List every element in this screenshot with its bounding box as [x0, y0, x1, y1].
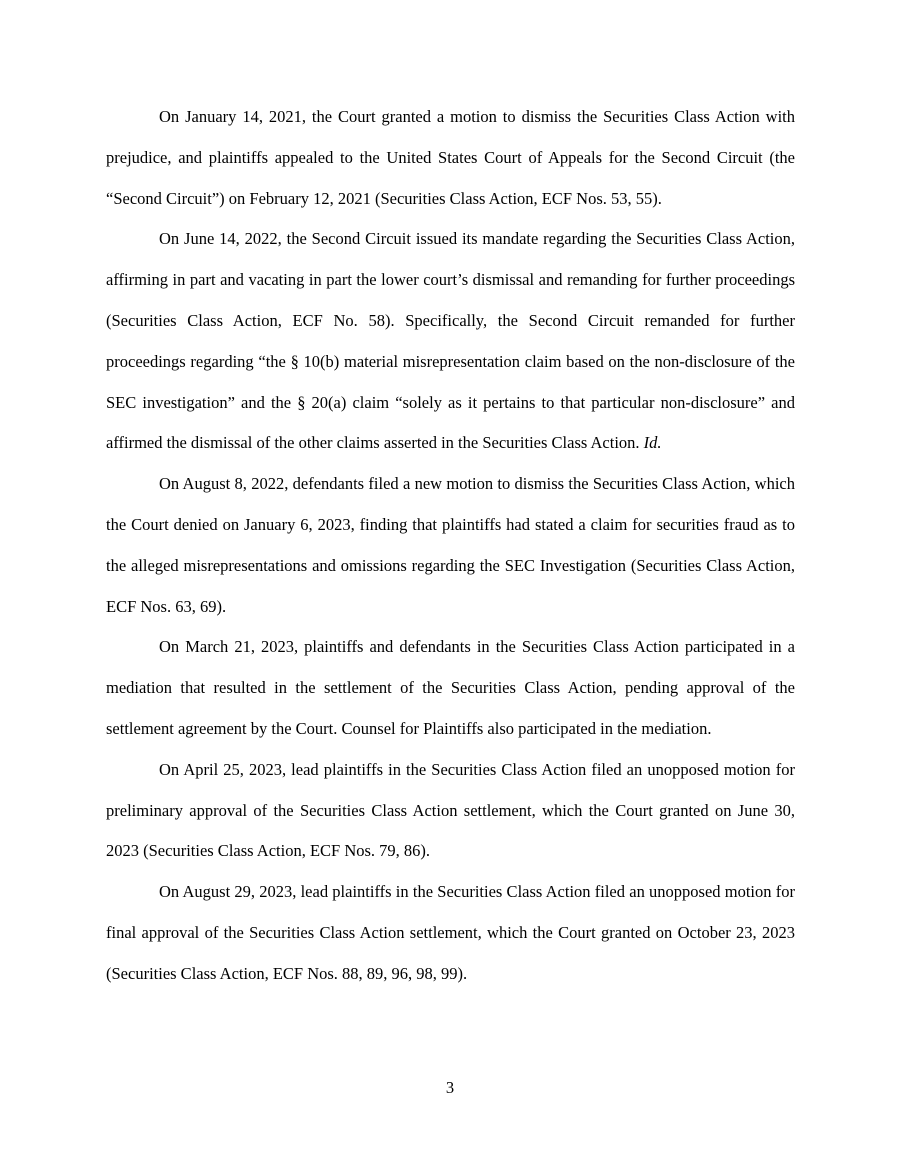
- document-body: [106, 97, 795, 995]
- paragraph-3-text: On August 8, 2022, defendants filed a new motion to dismiss the Securities Class Action, which the Court denied on January 6, 2023, finding that plaintiffs had stated a claim for securities fraud as to the alleged misrepresentations and omissions regarding the SEC Investigation (Securities Class Action, ECF Nos. 63, 69).: [106, 474, 795, 616]
- paragraph-2-text: On June 14, 2022, the Second Circuit issued its mandate regarding the Securities Class Action, affirming in part and vacating in part the lower court’s dismissal and remanding for further proceedings (Securities Class Action, ECF No. 58). Specifically, the Second Circuit remanded for further proceedings regarding “the § 10(b) material misrepresentation claim based on the non-disclosure of the SEC investigation” and the § 20(a) claim “solely as it pertains to that particular non-disclosure” and affirmed the dismissal of the other claims asserted in the Securities Class Action.: [106, 229, 795, 453]
- paragraph-5-text: On April 25, 2023, lead plaintiffs in the Securities Class Action filed an unopposed motion for preliminary approval of the Securities Class Action settlement, which the Court granted on June 30, 2023 (Securities Class Action, ECF Nos. 79, 86).: [106, 759, 795, 861]
- page-number: 3: [445, 1078, 455, 1097]
- paragraph-4-text: On March 21, 2023, plaintiffs and defendants in the Securities Class Action participated in a mediation that resulted in the settlement of the Securities Class Action, pending approval of the settlement agreement by the Court. Counsel for Plaintiffs also participated in the mediation.: [106, 637, 795, 738]
- paragraph-5: [106, 750, 795, 872]
- paragraph-3: [106, 464, 795, 627]
- paragraph-1-text: On January 14, 2021, the Court granted a motion to dismiss the Securities Class Action with prejudice, and plaintiffs appealed to the United States Court of Appeals for the Second Circuit (the “Second Circuit”) on February 12, 2021 (Securities Class Action, ECF Nos. 53, 55).: [106, 107, 795, 208]
- paragraph-1: [106, 97, 795, 219]
- paragraph-2-citation-id: Id.: [643, 433, 662, 453]
- paragraph-4: [106, 627, 795, 749]
- paragraph-6: [106, 872, 795, 994]
- paragraph-2: [106, 219, 795, 464]
- paragraph-6-text: On August 29, 2023, lead plaintiffs in the Securities Class Action filed an unopposed motion for final approval of the Securities Class Action settlement, which the Court granted on October 23, 2023 (Securities Class Action, ECF Nos. 88, 89, 96, 98, 99).: [106, 882, 795, 983]
